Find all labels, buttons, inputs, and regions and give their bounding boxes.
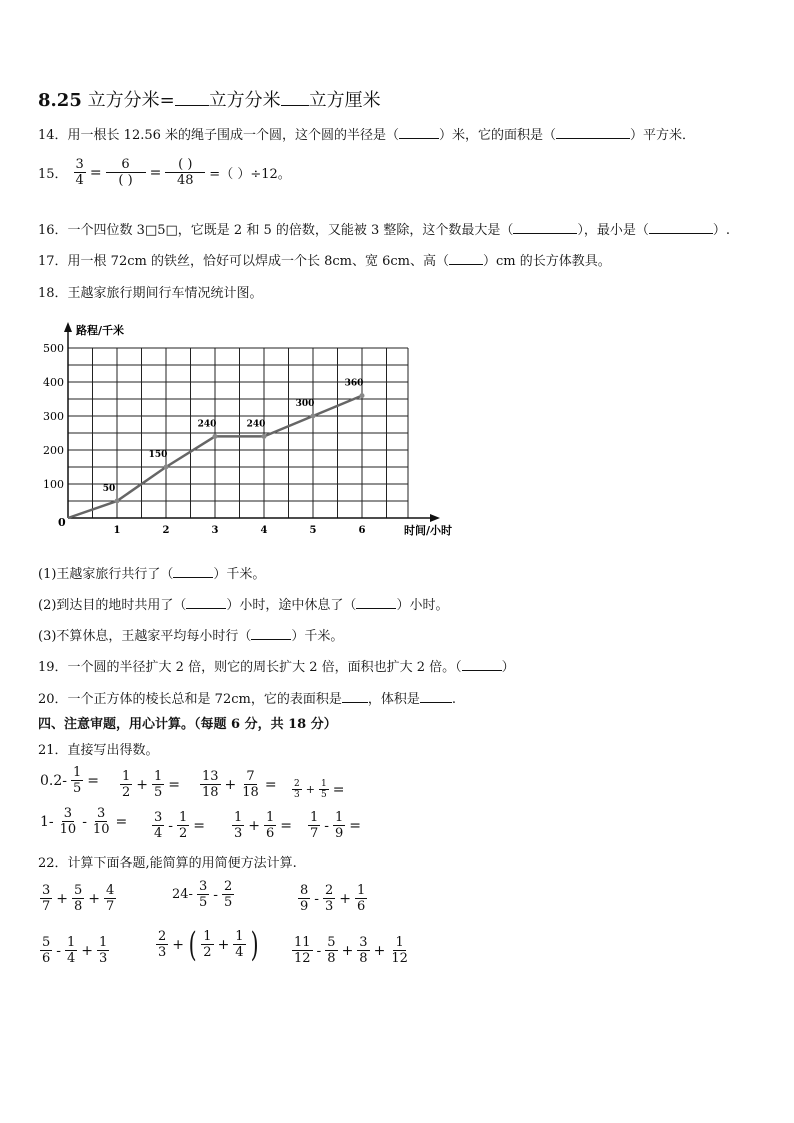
chart-marks xyxy=(68,379,365,518)
expression-h: $\frac{1}{7}$ - $\frac{1}{9}$ = xyxy=(310,810,362,841)
x-axis-arrow xyxy=(430,514,440,522)
data-label: 300 xyxy=(295,399,315,409)
y-tick-label: 300 xyxy=(43,410,64,423)
answer-blank[interactable] xyxy=(399,124,439,139)
question-number: 16． xyxy=(38,223,68,238)
x-tick-label: 3 xyxy=(211,525,219,536)
question-number: 14． xyxy=(38,128,68,143)
question-text: 用一根长 12.56 米的绳子围成一个圆，这个圆的半径是（ xyxy=(67,128,400,143)
x-tick-label: 4 xyxy=(260,525,268,536)
chart-grid xyxy=(68,348,408,518)
question-17 xyxy=(38,250,611,269)
q21-row-1-b xyxy=(118,765,182,800)
equals-sign: = xyxy=(149,164,162,181)
question-text: ）cm 的长方体教具。 xyxy=(482,254,611,269)
y-tick-label: 400 xyxy=(43,376,64,389)
question-text: ）. xyxy=(712,223,731,238)
q22-expression-1: $\frac{3}{7}$ + $\frac{5}{8}$ + $\frac{4}{7}$ xyxy=(42,883,115,914)
answer-blank[interactable] xyxy=(449,250,483,265)
answer-blank[interactable] xyxy=(251,625,291,640)
origin-label: 0 xyxy=(58,516,66,529)
x-tick-label: 2 xyxy=(162,525,170,536)
answer-blank[interactable] xyxy=(556,124,630,139)
q21-row-2-b xyxy=(150,806,207,841)
question-21 xyxy=(38,739,159,758)
question-number: 18． xyxy=(38,286,68,301)
y-tick-label: 500 xyxy=(43,342,64,355)
question-text: ）千米。 xyxy=(291,629,344,644)
q21-row-2-c xyxy=(230,806,294,841)
q22-expression-4: $\frac{5}{6}$ - $\frac{1}{4}$ + $\frac{1}{3}$ xyxy=(42,935,108,966)
question-text: 一个圆的半径扩大 2 倍，则它的周长扩大 2 倍，面积也扩大 2 倍。（ xyxy=(67,660,462,675)
question-16 xyxy=(38,219,730,238)
heading-line xyxy=(38,86,381,112)
q21-row-1 xyxy=(38,765,101,796)
question-text: ）平方米． xyxy=(630,128,696,143)
question-number: 21． xyxy=(38,743,68,758)
fraction: $\frac{( )}{48}$ xyxy=(165,157,205,188)
question-text: 用一根 72cm 的铁丝，恰好可以焊成一个长 8cm、宽 6cm、高（ xyxy=(67,254,449,269)
question-number: 15． xyxy=(38,167,68,182)
question-text: 一个四位数 3□5□，它既是 2 和 5 的倍数，又能被 3 整除，这个数最大是（ xyxy=(67,223,514,238)
fraction: $\frac{6}{( )}$ xyxy=(106,157,146,188)
question-text: ，体积是 xyxy=(367,692,420,707)
data-label: 240 xyxy=(197,419,217,430)
question-text: ）小时，途中休息了（ xyxy=(226,598,357,613)
question-text: 计算下面各题,能简算的用简便方法计算. xyxy=(67,856,297,871)
question-text: (2)到达目的地时共用了（ xyxy=(38,598,187,613)
y-tick-label: 200 xyxy=(43,444,64,457)
question-text: ），最小是（ xyxy=(577,223,649,238)
answer-blank[interactable] xyxy=(513,219,577,234)
expression-a: 0.2- $\frac{1}{5}$ = xyxy=(40,765,100,796)
heading-number: 8.25 xyxy=(38,90,82,111)
data-label: 360 xyxy=(344,378,364,389)
x-tick-label: 5 xyxy=(309,525,317,536)
answer-blank[interactable] xyxy=(420,688,452,703)
expression-c: $\frac{13}{18}$ + $\frac{7}{18}$ = xyxy=(202,769,277,800)
question-number: 19． xyxy=(38,660,68,675)
data-point xyxy=(115,499,120,504)
question-18-sub-1 xyxy=(38,563,265,582)
data-label: 50 xyxy=(102,484,116,494)
question-18-sub-2 xyxy=(38,594,448,613)
expression-b: $\frac{1}{2}$ + $\frac{1}{5}$ = xyxy=(122,769,181,800)
expression-g: $\frac{1}{3}$ + $\frac{1}{6}$ = xyxy=(234,810,293,841)
q21-row-2-a xyxy=(38,806,129,837)
data-point xyxy=(164,465,169,470)
section-4-title: 四、注意审题，用心计算。（每题 6 分，共 18 分） xyxy=(38,717,337,732)
heading-text-1: 立方分米= xyxy=(87,90,175,111)
question-text: 直接写出得数。 xyxy=(67,743,159,758)
answer-blank[interactable] xyxy=(649,219,713,234)
y-tick-label: 100 xyxy=(43,478,64,491)
answer-blank[interactable] xyxy=(342,688,368,703)
y-axis-arrow xyxy=(64,322,72,332)
data-label: 150 xyxy=(148,450,168,460)
q22-expression-3: $\frac{8}{9}$ - $\frac{2}{3}$ + $\frac{1}{6}$ xyxy=(300,883,366,914)
question-text: ）小时。 xyxy=(396,598,449,613)
question-number: 22． xyxy=(38,856,68,871)
expression-d: $\frac{2}{3}$ + $\frac{1}{5}$ = xyxy=(294,779,345,800)
expression-f: $\frac{3}{4}$ - $\frac{1}{2}$ = xyxy=(154,810,206,841)
question-text: (3)不算休息，王越家平均每小时行（ xyxy=(38,629,252,644)
heading-text-2: 立方分米 xyxy=(208,90,281,111)
heading-text-3: 立方厘米 xyxy=(308,90,381,111)
blank[interactable] xyxy=(175,91,209,106)
question-18-sub-3 xyxy=(38,625,343,644)
data-point xyxy=(360,393,365,398)
question-number: 20． xyxy=(38,692,68,707)
travel-distance-chart xyxy=(30,318,470,548)
y-axis-title: 路程/千米 xyxy=(76,324,125,337)
fraction: $\frac{3}{4}$ xyxy=(75,157,84,188)
x-tick-label: 6 xyxy=(358,525,366,536)
q21-row-1-c xyxy=(198,765,279,800)
answer-blank[interactable] xyxy=(186,594,226,609)
answer-blank[interactable] xyxy=(462,656,502,671)
question-text: ） xyxy=(501,660,515,675)
q22-expression-6: $\frac{11}{12}$ - $\frac{5}{8}$ + $\frac{3}{8}$ + $\frac{1}{12}$ xyxy=(294,935,408,966)
data-point xyxy=(213,434,218,439)
answer-blank[interactable] xyxy=(173,563,213,578)
question-22 xyxy=(38,852,297,871)
question-15 xyxy=(38,157,291,188)
question-19 xyxy=(38,656,515,675)
question-text: . xyxy=(451,692,456,707)
question-text: ）千米。 xyxy=(213,567,266,582)
answer-blank[interactable] xyxy=(356,594,396,609)
expression-e: 1- $\frac{3}{10}$ - $\frac{3}{10}$ = xyxy=(40,806,128,837)
q22-expression-5: $\frac{2}{3}$ + ( $\frac{1}{2}$ + $\frac{1}{4}$ ) xyxy=(158,924,259,965)
data-point xyxy=(262,434,267,439)
equals-sign: = xyxy=(89,164,102,181)
x-tick-label: 1 xyxy=(113,525,121,536)
question-14 xyxy=(38,124,695,143)
question-text: ）米，它的面积是（ xyxy=(439,128,557,143)
q21-row-1-d xyxy=(290,771,346,800)
question-18 xyxy=(38,282,263,301)
x-axis-title: 时间/小时 xyxy=(404,524,453,537)
question-text: (1)王越家旅行共行了（ xyxy=(38,567,174,582)
blank[interactable] xyxy=(281,91,309,106)
question-text: 王越家旅行期间行车情况统计图。 xyxy=(67,286,263,301)
question-20 xyxy=(38,688,456,707)
question-number: 17． xyxy=(38,254,68,269)
q21-row-2-d xyxy=(306,806,363,841)
question-text: 一个正方体的棱长总和是 72cm，它的表面积是 xyxy=(67,692,342,707)
data-label: 240 xyxy=(246,419,266,430)
data-point xyxy=(311,414,316,419)
question-text: =（ ）÷12。 xyxy=(209,167,291,182)
q22-expression-2: 24- $\frac{3}{5}$ - $\frac{2}{5}$ xyxy=(172,879,233,910)
